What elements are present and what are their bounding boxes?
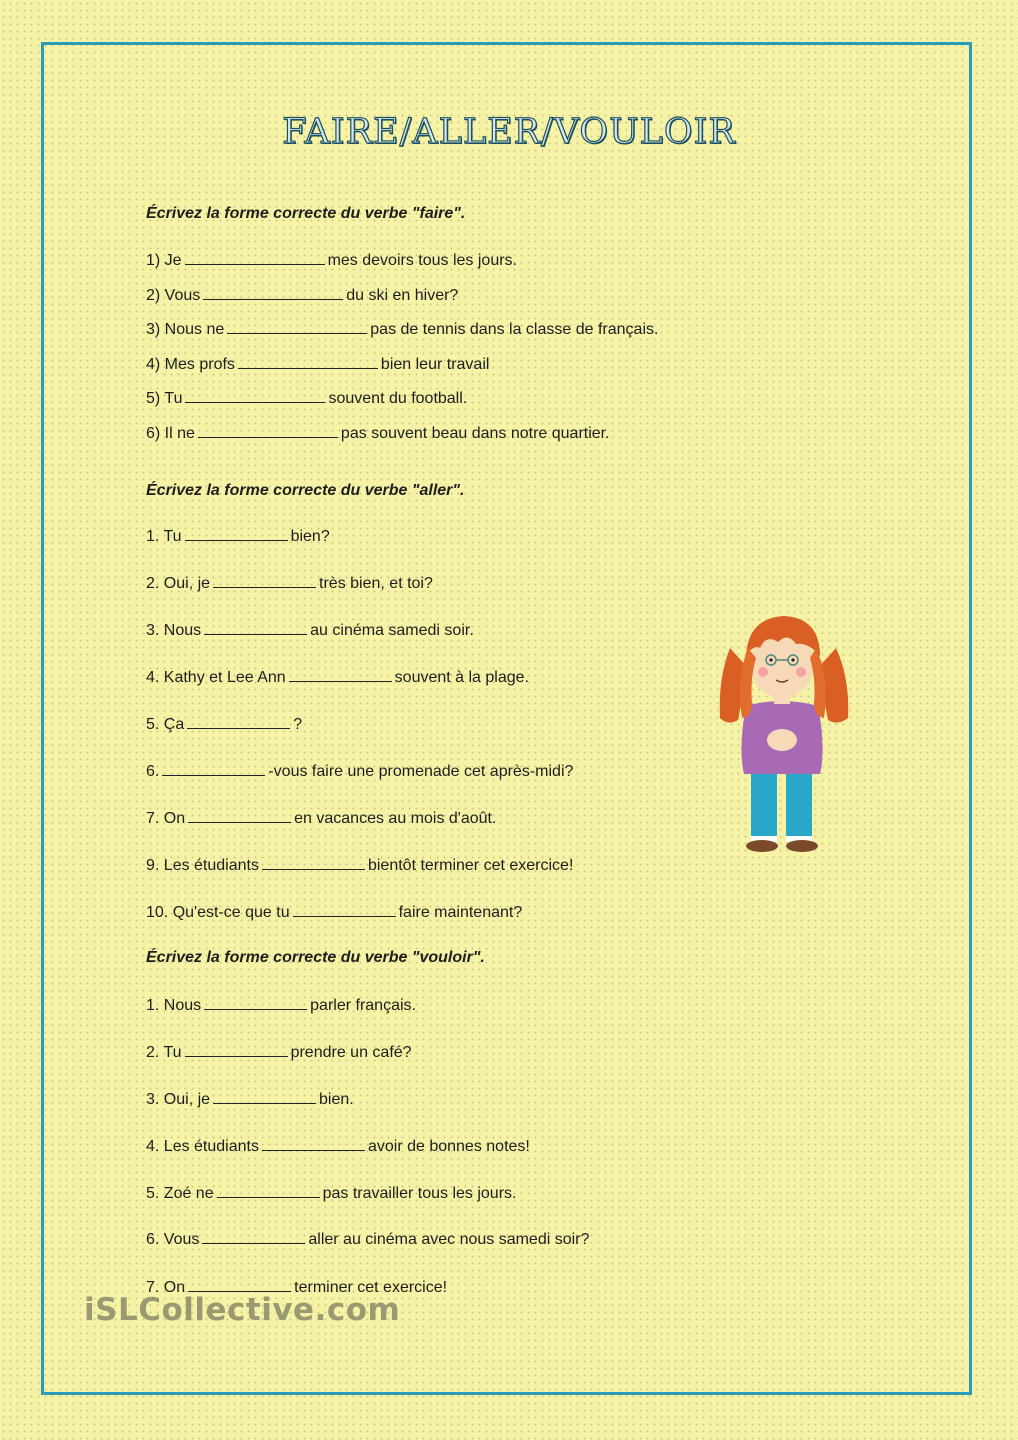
item-text: 6) Il ne <box>146 425 195 442</box>
answer-blank[interactable] <box>204 620 307 635</box>
vouloir-item-5 <box>146 1183 516 1204</box>
aller-item-10 <box>146 902 522 923</box>
answer-blank[interactable] <box>289 667 392 682</box>
aller-item-9 <box>146 855 573 876</box>
item-text: 5. Ça <box>146 716 185 733</box>
faire-item-4 <box>146 354 489 375</box>
aller-instruction: Écrivez la forme correcte du verbe "aller". <box>146 482 465 499</box>
faire-item-2 <box>146 285 458 306</box>
answer-blank[interactable] <box>185 1042 288 1057</box>
aller-item-7 <box>146 808 496 829</box>
answer-blank[interactable] <box>185 388 325 403</box>
item-text: 5. Zoé ne <box>146 1185 214 1202</box>
item-text: ? <box>293 716 303 733</box>
answer-blank[interactable] <box>262 1136 365 1151</box>
item-text: avoir de bonnes notes! <box>367 1138 530 1155</box>
faire-instruction: Écrivez la forme correcte du verbe "faire". <box>146 205 466 222</box>
aller-item-2 <box>146 573 433 594</box>
answer-blank[interactable] <box>213 573 316 588</box>
item-text: 1. Nous <box>146 997 202 1014</box>
vouloir-item-1 <box>146 995 416 1016</box>
item-text: 4. Les étudiants <box>146 1138 259 1155</box>
vouloir-instruction: Écrivez la forme correcte du verbe "vouloir". <box>146 949 485 966</box>
item-text: terminer cet exercice! <box>294 1279 448 1296</box>
item-text: souvent à la plage. <box>394 669 529 686</box>
answer-blank[interactable] <box>217 1183 320 1198</box>
item-text: prendre un café? <box>290 1044 412 1061</box>
girl-illustration <box>708 608 858 858</box>
answer-blank[interactable] <box>204 995 307 1010</box>
aller-item-4 <box>146 667 529 688</box>
answer-blank[interactable] <box>162 761 265 776</box>
answer-blank[interactable] <box>262 855 365 870</box>
answer-blank[interactable] <box>188 808 291 823</box>
answer-blank[interactable] <box>227 319 367 334</box>
item-text: 7. On <box>146 810 186 827</box>
item-text: 2) Vous <box>146 287 201 304</box>
item-text: 4. Kathy et Lee Ann <box>146 669 286 686</box>
page-title: FAIRE/ALLER/VOULOIR <box>282 112 736 152</box>
vouloir-item-3 <box>146 1089 354 1110</box>
item-text: bien leur travail <box>380 356 490 373</box>
item-text: bien. <box>319 1091 354 1108</box>
answer-blank[interactable] <box>187 714 290 729</box>
item-text: 2. Tu <box>146 1044 182 1061</box>
item-text: -vous faire une promenade cet après-midi? <box>268 763 574 780</box>
item-text: 1) Je <box>146 252 182 269</box>
faire-item-1 <box>146 250 517 271</box>
item-text: 9. Les étudiants <box>146 857 259 874</box>
item-text: du ski en hiver? <box>346 287 459 304</box>
item-text: bientôt terminer cet exercice! <box>367 857 574 874</box>
vouloir-item-4 <box>146 1136 530 1157</box>
item-text: 1. Tu <box>146 528 182 545</box>
answer-blank[interactable] <box>198 423 338 438</box>
vouloir-item-2 <box>146 1042 412 1063</box>
answer-blank[interactable] <box>238 354 378 369</box>
item-text: 6. <box>146 763 160 780</box>
item-text: parler français. <box>310 997 416 1014</box>
item-text: 7. On <box>146 1279 186 1296</box>
item-text: pas souvent beau dans notre quartier. <box>340 425 610 442</box>
item-text: très bien, et toi? <box>319 575 433 592</box>
item-text: 2. Oui, je <box>146 575 211 592</box>
faire-item-3 <box>146 319 658 340</box>
answer-blank[interactable] <box>188 1277 291 1292</box>
watermark-logo: iSLCollective.com <box>84 1292 401 1328</box>
answer-blank[interactable] <box>293 902 396 917</box>
answer-blank[interactable] <box>213 1089 316 1104</box>
item-text: 5) Tu <box>146 390 183 407</box>
faire-item-5 <box>146 388 467 409</box>
item-text: pas de tennis dans la classe de français. <box>370 321 659 338</box>
item-text: souvent du football. <box>328 390 468 407</box>
aller-item-3 <box>146 620 474 641</box>
aller-item-1 <box>146 526 330 547</box>
item-text: 3. Nous <box>146 622 202 639</box>
item-text: mes devoirs tous les jours. <box>327 252 517 269</box>
answer-blank[interactable] <box>202 1229 305 1244</box>
answer-blank[interactable] <box>185 250 325 265</box>
faire-item-6 <box>146 423 610 444</box>
item-text: 3) Nous ne <box>146 321 225 338</box>
item-text: 3. Oui, je <box>146 1091 211 1108</box>
item-text: 10. Qu'est-ce que tu <box>146 904 290 921</box>
item-text: 6. Vous <box>146 1231 200 1248</box>
vouloir-item-6 <box>146 1229 589 1250</box>
item-text: en vacances au mois d'août. <box>294 810 497 827</box>
item-text: aller au cinéma avec nous samedi soir? <box>308 1231 590 1248</box>
item-text: pas travailler tous les jours. <box>322 1185 517 1202</box>
aller-item-6 <box>146 761 573 782</box>
item-text: au cinéma samedi soir. <box>310 622 474 639</box>
item-text: bien? <box>290 528 330 545</box>
answer-blank[interactable] <box>185 526 288 541</box>
item-text: faire maintenant? <box>398 904 523 921</box>
aller-item-5 <box>146 714 302 735</box>
item-text: 4) Mes profs <box>146 356 235 373</box>
answer-blank[interactable] <box>203 285 343 300</box>
